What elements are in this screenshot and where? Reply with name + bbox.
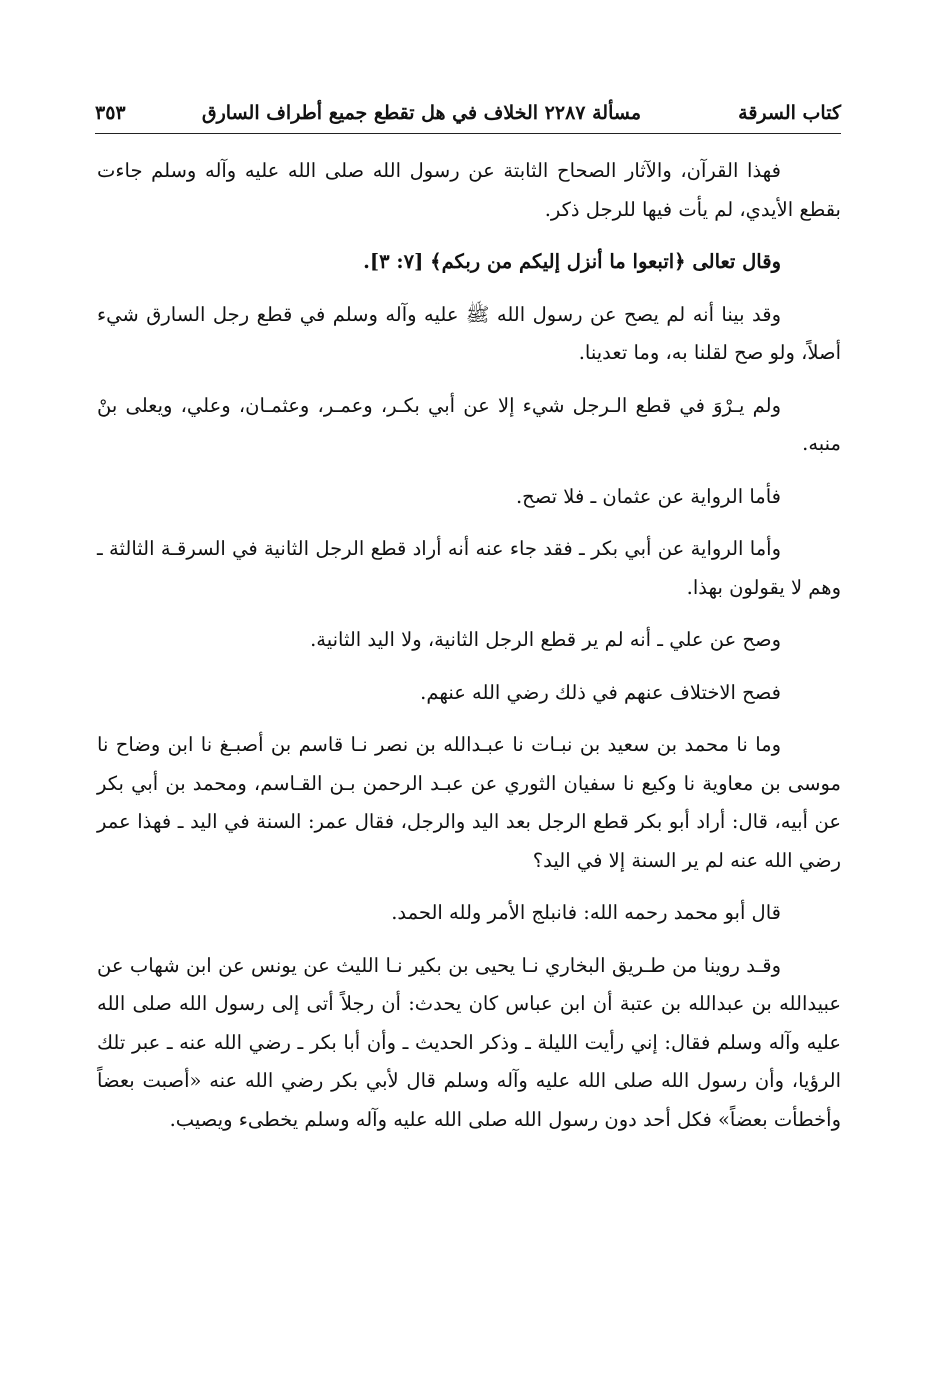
paragraph: فصح الاختلاف عنهم في ذلك رضي الله عنهم. bbox=[420, 680, 781, 704]
paragraph: وقد بينا أنه لم يصح عن رسول الله ﷺ عليه وآله وسلم في قطع رجل السارق شيء أصلاً، ولو صح لقلنا به، وما تعدينا. bbox=[97, 302, 841, 364]
paragraph: وأما الرواية عن أبي بكر ـ فقد جاء عنه أنه أراد قطع الرجل الثانية في السرقـة الثالثة ـ وهم لا يقولون بهذا. bbox=[97, 537, 841, 599]
header-divider bbox=[95, 133, 841, 134]
chapter-title: مسألة ٢٢٨٧ الخلاف في هل تقطع جميع أطراف السارق bbox=[201, 102, 641, 124]
paragraph: ولم يـرْوَ في قطع الـرجل شيء إلا عن أبي بكـر، وعمـر، وعثمـان، وعلي، ويعلى بنْ منبه. bbox=[97, 393, 841, 455]
paragraph: وصح عن علي ـ أنه لم ير قطع الرجل الثانية، ولا اليد الثانية. bbox=[310, 628, 781, 651]
book-title: كتاب السرقة bbox=[738, 102, 841, 124]
running-header bbox=[95, 98, 841, 130]
paragraph-quran-verse: وقال تعالى ﴿اتبعوا ما أنزل إليكم من ربكم﴾ [٧: ٣]. bbox=[363, 250, 781, 273]
paragraph: فهذا القرآن، والآثار الصحاح الثابتة عن رسول الله صلى الله عليه وآله وسلم جاءت بقطع الأيدي، لم يأت فيها للرجل ذكر. bbox=[97, 159, 841, 221]
page-number: ٣٥٣ bbox=[95, 102, 126, 124]
paragraph-hadith: وقـد روينا من طـريق البخاري نـا يحيى بن بكير نـا الليث عن يونس عن ابن شهاب عن عبيدالله بن عبدالله بن عتبة أن ابن عباس كان يحدث: أن رجلاً أتى إلى رسول الله صلى الله عليه وآله وسلم فقال: إني رأيت الليلة ـ وذكر الحديث ـ وأن أبا بكر ـ رضي الله عنه ـ عبر تلك الرؤيا، وأن رسول الله صلى الله عليه وآله وسلم قال لأبي بكر رضي الله عنه «أصبت بعضاً وأخطأت بعضاً» فكل أحد دون رسول الله صلى الله عليه وآله وسلم يخطىء ويصيب. bbox=[97, 953, 841, 1131]
paragraph-hadith-chain: وما نا محمد بن سعيد بن نبـات نا عبـدالله بن نصر نـا قاسم بن أصبـغ نا ابن وضاح نا موسى بن معاوية نا وكيع نا سفيان الثوري عن عبـد الرحمن بـن القـاسم، ومحمد بن أبي بكر عن أبيه، قال: أراد أبو بكر قطع الرجل بعد اليد والرجل، فقال عمر: السنة في اليد ـ فهذا عمر رضي الله عنه لم ير السنة إلا في اليد؟ bbox=[97, 733, 841, 872]
paragraph: قال أبو محمد رحمه الله: فانبلج الأمر ولله الحمد. bbox=[391, 901, 781, 924]
paragraph: فأما الرواية عن عثمان ـ فلا تصح. bbox=[515, 484, 781, 508]
page-body bbox=[97, 152, 841, 1153]
